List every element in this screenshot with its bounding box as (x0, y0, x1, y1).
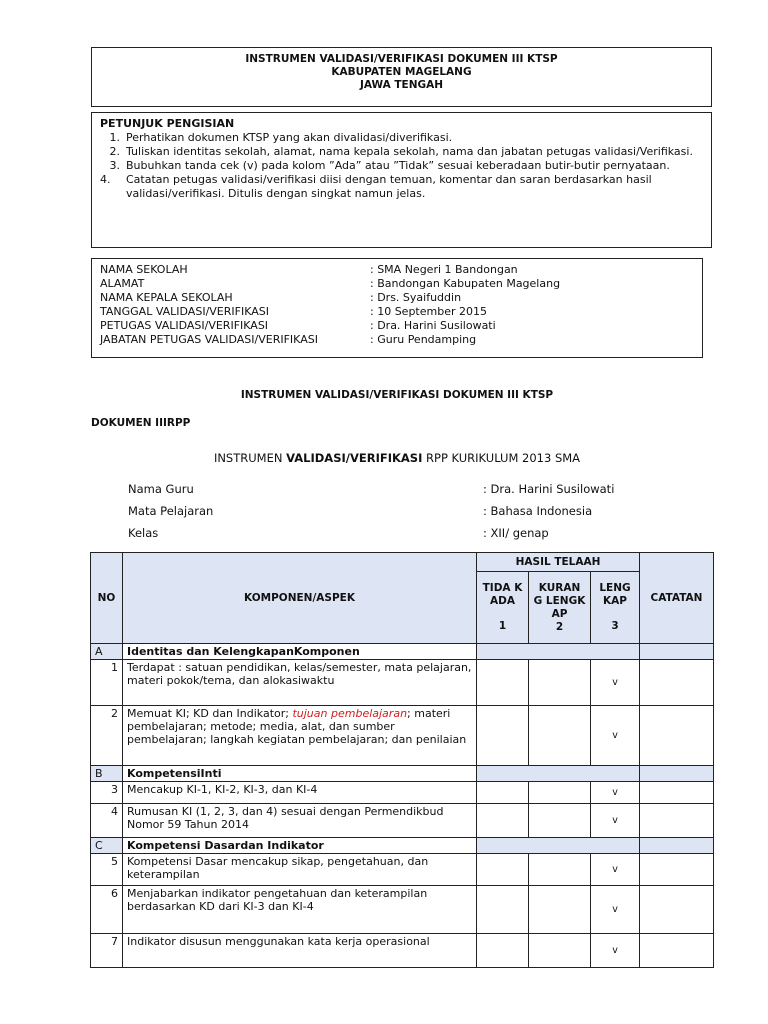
header-col-complete (591, 572, 640, 644)
identity-key: ALAMAT (100, 277, 145, 290)
guide-item-number: 4. (100, 173, 111, 186)
guide-title: PETUNJUK PENGISIAN (100, 117, 235, 130)
row-aspect-text: Memuat KI; KD dan Indikator; (127, 707, 293, 720)
check-mark[interactable]: v (591, 854, 640, 886)
section-code: A (91, 644, 123, 660)
identity-row (100, 333, 694, 347)
document-header (91, 47, 712, 107)
info-value-subject: : Bahasa Indonesia (483, 504, 593, 518)
instrument-title-bold: VALIDASI/VERIFIKASI (286, 451, 423, 465)
header-regency: KABUPATEN MAGELANG (331, 66, 472, 78)
cell-notes[interactable] (640, 854, 714, 886)
cell-notes[interactable] (640, 782, 714, 804)
section-fill (640, 766, 714, 782)
identity-value: : Bandongan Kabupaten Magelang (370, 277, 561, 290)
header-col-label: KURAN G LENGK AP (533, 581, 586, 620)
identity-key: NAMA KEPALA SEKOLAH (100, 291, 233, 304)
section-row (91, 766, 714, 782)
cell-incomplete[interactable] (529, 934, 591, 968)
row-number: 1 (91, 660, 123, 706)
section-title: INSTRUMEN VALIDASI/VERIFIKASI DOKUMEN III KTSP (240, 389, 554, 401)
row-number: 3 (91, 782, 123, 804)
row-aspect (123, 706, 477, 766)
cell-notes[interactable] (640, 886, 714, 934)
header-no: NO (91, 553, 123, 644)
header-aspect: KOMPONEN/ASPEK (123, 553, 477, 644)
guide-item-text: Tuliskan identitas sekolah, alamat, nama kepala sekolah, nama dan jabatan petugas validasi/Verifikasi. (126, 145, 693, 158)
identity-row (100, 291, 694, 305)
row-aspect: Rumusan KI (1, 2, 3, dan 4) sesuai dengan Permendikbud Nomor 59 Tahun 2014 (123, 804, 477, 838)
cell-missing[interactable] (477, 854, 529, 886)
guide-item (100, 173, 703, 201)
header-col-label: TIDA K ADA (482, 582, 523, 607)
row-aspect-highlight: tujuan pembelajaran (292, 707, 408, 720)
cell-incomplete[interactable] (529, 804, 591, 838)
row-number: 6 (91, 886, 123, 934)
row-aspect-text: ; materi pembelajaran; metode; media, alat, dan sumber pembelajaran; langkah kegiatan pembelajaran; dan penilaian (127, 707, 467, 746)
cell-notes[interactable] (640, 804, 714, 838)
section-fill (640, 838, 714, 854)
guide-item-text: Catatan petugas validasi/verifikasi diisi dengan temuan, komentar dan saran berdasarkan hasil validasi/verifikasi. Ditulis dengan singkat namun jelas. (126, 173, 652, 200)
table-row (91, 934, 714, 968)
identity-key: JABATAN PETUGAS VALIDASI/VERIFIKASI (100, 333, 318, 346)
guide-item-number: 1. (109, 131, 120, 144)
identity-value: : Drs. Syaifuddin (370, 291, 462, 304)
cell-incomplete[interactable] (529, 660, 591, 706)
school-identity (91, 258, 703, 358)
check-mark[interactable]: v (591, 804, 640, 838)
cell-missing[interactable] (477, 782, 529, 804)
instrument-title (91, 451, 703, 465)
row-aspect: Terdapat : satuan pendidikan, kelas/semester, mata pelajaran, materi pokok/tema, dan alokasiwaktu (123, 660, 477, 706)
filling-guide (91, 112, 712, 248)
section-title-cell: Kompetensi Dasardan Indikator (123, 838, 477, 854)
identity-key: NAMA SEKOLAH (100, 263, 188, 276)
info-key-subject: Mata Pelajaran (128, 504, 214, 518)
table-row (91, 660, 714, 706)
section-row (91, 644, 714, 660)
guide-item-text: Bubuhkan tanda cek (v) pada kolom ”Ada” atau ”Tidak” sesuai keberadaan butir-butir pernyataan. (126, 159, 670, 172)
info-key-teacher: Nama Guru (128, 482, 194, 496)
table-row (91, 854, 714, 886)
header-notes: CATATAN (640, 553, 714, 644)
table-header-row (91, 553, 714, 572)
instrument-title-suffix: RPP KURIKULUM 2013 SMA (422, 451, 581, 465)
guide-item-text: Perhatikan dokumen KTSP yang akan divalidasi/diverifikasi. (126, 131, 453, 144)
identity-value: : Guru Pendamping (370, 333, 477, 346)
header-col-label: LENG KAP (599, 582, 631, 607)
header-province: JAWA TENGAH (359, 79, 444, 91)
document-label: DOKUMEN IIIRPP (91, 417, 191, 429)
section-fill (477, 766, 640, 782)
header-col-number: 2 (555, 620, 564, 633)
cell-missing[interactable] (477, 886, 529, 934)
check-mark[interactable]: v (591, 660, 640, 706)
section-title-cell: KompetensiInti (123, 766, 477, 782)
instrument-title-prefix: INSTRUMEN (213, 451, 287, 465)
info-key-class: Kelas (128, 526, 159, 540)
guide-item (100, 145, 703, 159)
section-row (91, 838, 714, 854)
identity-row (100, 319, 694, 333)
identity-key: PETUGAS VALIDASI/VERIFIKASI (100, 319, 269, 332)
header-col-incomplete (529, 572, 591, 644)
row-aspect: Menjabarkan indikator pengetahuan dan keterampilan berdasarkan KD dari KI-3 dan KI-4 (123, 886, 477, 934)
row-aspect: Indikator disusun menggunakan kata kerja operasional (123, 934, 477, 968)
row-number: 2 (91, 706, 123, 766)
guide-list (100, 131, 703, 201)
guide-item (100, 159, 703, 173)
cell-missing[interactable] (477, 804, 529, 838)
header-title: INSTRUMEN VALIDASI/VERIFIKASI DOKUMEN III KTSP (245, 53, 558, 65)
header-col-missing (477, 572, 529, 644)
identity-row (100, 305, 694, 319)
section-code: C (91, 838, 123, 854)
table-row (91, 706, 714, 766)
row-number: 5 (91, 854, 123, 886)
row-number: 7 (91, 934, 123, 968)
guide-item (100, 131, 703, 145)
guide-item-number: 3. (109, 159, 120, 172)
identity-value: : Dra. Harini Susilowati (370, 319, 496, 332)
section-fill (640, 644, 714, 660)
check-mark[interactable]: v (591, 886, 640, 934)
row-aspect: Mencakup KI-1, KI-2, KI-3, dan KI-4 (123, 782, 477, 804)
identity-key: TANGGAL VALIDASI/VERIFIKASI (100, 305, 269, 318)
cell-notes[interactable] (640, 660, 714, 706)
check-mark[interactable]: v (591, 934, 640, 968)
guide-item-number: 2. (109, 145, 120, 158)
cell-missing[interactable] (477, 706, 529, 766)
section-title-cell: Identitas dan KelengkapanKomponen (123, 644, 477, 660)
row-number: 4 (91, 804, 123, 838)
section-fill (477, 838, 640, 854)
check-mark[interactable]: v (591, 706, 640, 766)
section-fill (477, 644, 640, 660)
cell-notes[interactable] (640, 706, 714, 766)
check-mark[interactable]: v (591, 782, 640, 804)
cell-incomplete[interactable] (529, 886, 591, 934)
header-result: HASIL TELAAH (477, 553, 640, 572)
review-table (90, 552, 714, 968)
info-value-class: : XII/ genap (483, 526, 549, 540)
table-row (91, 782, 714, 804)
section-code: B (91, 766, 123, 782)
identity-value: : 10 September 2015 (370, 305, 487, 318)
identity-row (100, 277, 694, 291)
info-value-teacher: : Dra. Harini Susilowati (483, 482, 615, 496)
cell-incomplete[interactable] (529, 854, 591, 886)
cell-incomplete[interactable] (529, 706, 591, 766)
identity-row (100, 263, 694, 277)
row-aspect: Kompetensi Dasar mencakup sikap, pengetahuan, dan keterampilan (123, 854, 477, 886)
header-col-number: 3 (611, 620, 619, 632)
identity-value: : SMA Negeri 1 Bandongan (370, 263, 518, 276)
cell-missing[interactable] (477, 934, 529, 968)
table-row (91, 886, 714, 934)
cell-incomplete[interactable] (529, 782, 591, 804)
header-col-number: 1 (498, 620, 507, 632)
table-row (91, 804, 714, 838)
cell-notes[interactable] (640, 934, 714, 968)
cell-missing[interactable] (477, 660, 529, 706)
